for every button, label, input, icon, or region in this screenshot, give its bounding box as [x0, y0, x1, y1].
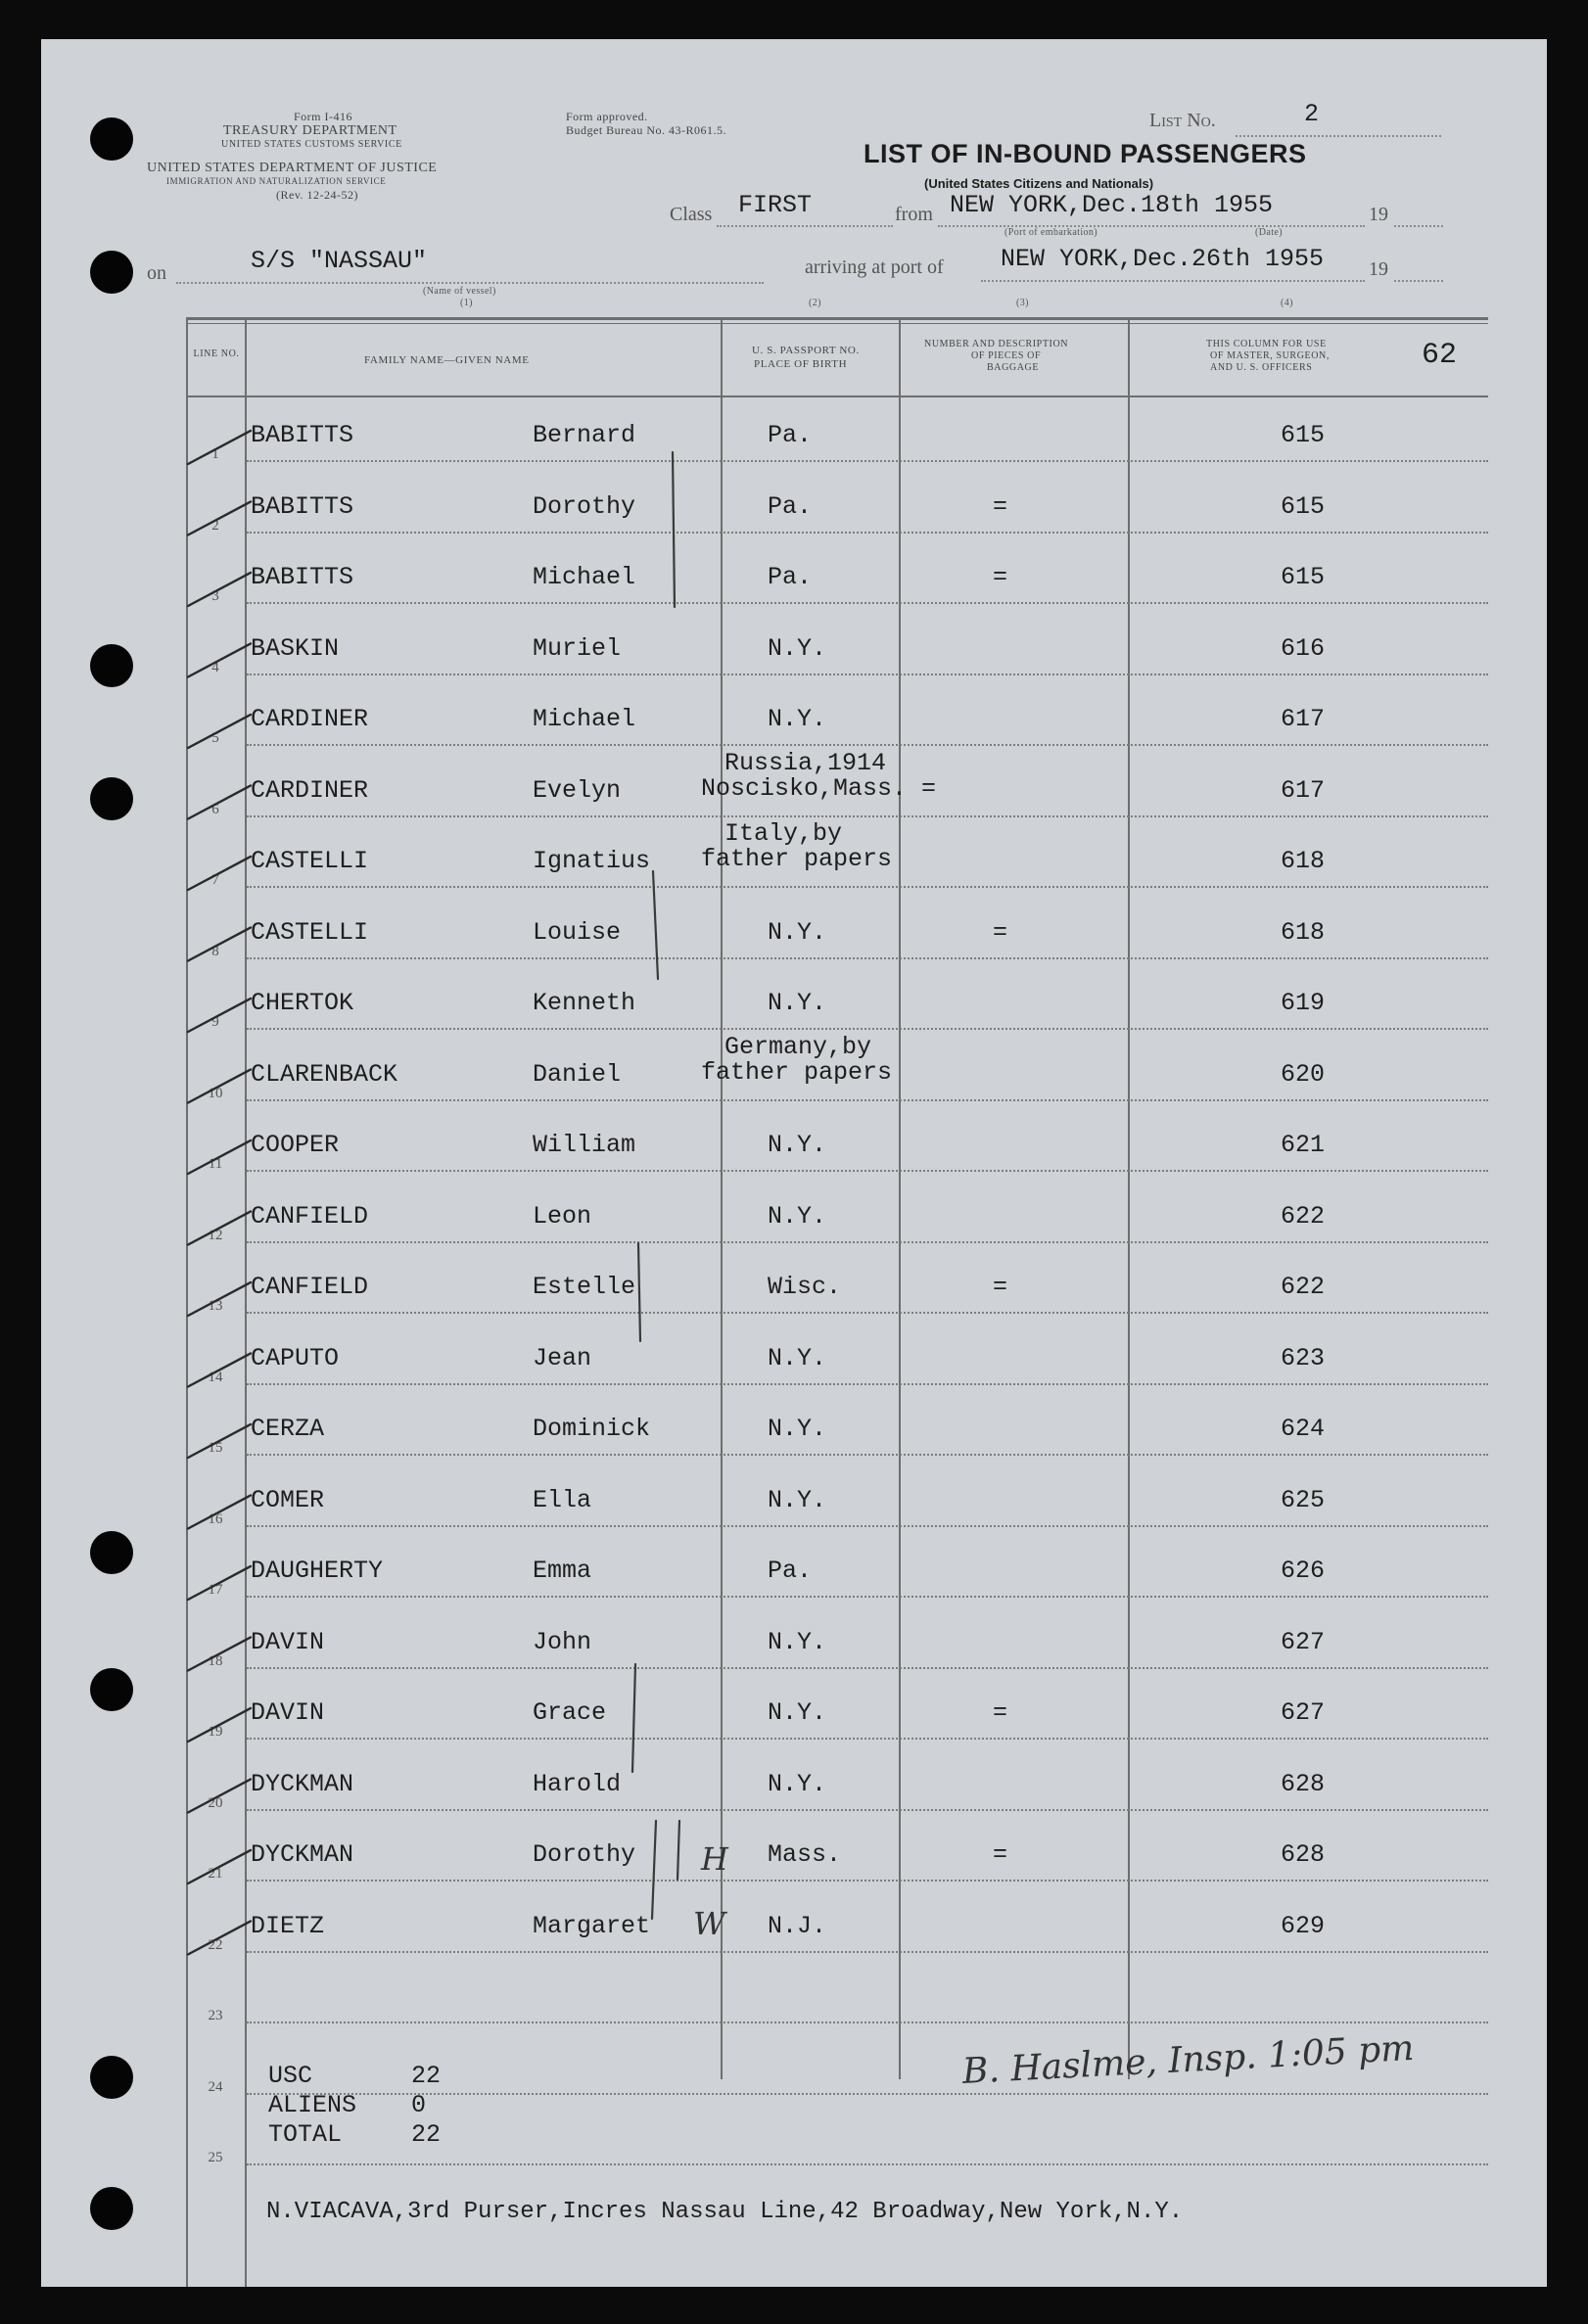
given-name: Dominick [533, 1415, 651, 1443]
officer-number: 618 [1281, 917, 1326, 947]
family-name: BABITTS [251, 563, 354, 591]
birthplace: N.Y. [768, 989, 827, 1017]
baggage-description: = [993, 1698, 1008, 1727]
row-rule [247, 1525, 1488, 1527]
family-name: CLARENBACK [251, 1059, 398, 1089]
line-number: 20 [208, 1794, 223, 1811]
family-name: DIETZ [251, 1911, 325, 1940]
family-name: DAVIN [251, 1627, 325, 1656]
officer-number: 615 [1281, 563, 1326, 591]
port-of-embarkation: NEW YORK,Dec.18th 1955 [950, 191, 1274, 219]
officer-number: 622 [1281, 1201, 1326, 1231]
given-name: John [533, 1627, 592, 1656]
dotted-rule [1236, 135, 1441, 138]
given-name: Estelle [533, 1273, 636, 1301]
line-number: 9 [211, 1014, 219, 1030]
officer-number: 623 [1281, 1343, 1326, 1372]
col-header-officers-3: AND U. S. OFFICERS [1210, 362, 1313, 373]
line-number: 22 [208, 1936, 223, 1953]
officer-number: 625 [1281, 1485, 1326, 1514]
punch-hole [90, 2056, 133, 2099]
dotted-rule [1394, 225, 1443, 228]
col-header-baggage-2: OF PIECES OF [971, 350, 1042, 361]
col-divider [721, 317, 723, 2079]
given-name: Ignatius [533, 847, 651, 875]
col-header-line-no: LINE NO. [193, 349, 240, 359]
birthplace: N.Y. [768, 1201, 827, 1231]
officer-number: 628 [1281, 1840, 1326, 1869]
pen-bracket [638, 1243, 640, 1341]
col2-number: (2) [809, 298, 821, 308]
baggage-description: = [993, 1840, 1008, 1869]
col-header-birthplace: PLACE OF BIRTH [754, 358, 848, 370]
line-number: 17 [208, 1582, 223, 1598]
col3-number: (3) [1016, 298, 1029, 308]
row-rule [247, 460, 1488, 462]
row-rule [247, 1951, 1488, 1953]
family-name: CHERTOK [251, 989, 354, 1017]
header-bottom-rule [186, 395, 1488, 397]
row-rule [247, 1454, 1488, 1456]
form-number: Form I-416 [294, 110, 352, 123]
pen-bracket [632, 1664, 635, 1772]
birthplace: N.J. [768, 1911, 827, 1940]
manifest-page [41, 39, 1547, 2287]
birthplace: Wisc. [768, 1273, 842, 1301]
given-name: Leon [533, 1201, 592, 1231]
treasury-dept: TREASURY DEPARTMENT [223, 123, 397, 138]
family-name: CANFIELD [251, 1201, 369, 1231]
family-name: CASTELLI [251, 917, 369, 947]
baggage-description: = [993, 917, 1008, 947]
family-name: BASKIN [251, 633, 340, 663]
immigration-service: IMMIGRATION AND NATURALIZATION SERVICE [166, 176, 387, 186]
row-rule [247, 1667, 1488, 1669]
given-name: Michael [533, 705, 636, 733]
line-number: 23 [208, 2008, 223, 2023]
birthplace: N.Y. [768, 705, 827, 733]
line-number: 10 [208, 1085, 223, 1101]
officer-number: 617 [1281, 775, 1326, 805]
row-rule [247, 1312, 1488, 1314]
dotted-rule [176, 282, 764, 285]
class-label: Class [670, 204, 713, 225]
given-name: Daniel [533, 1059, 622, 1089]
line-number: 15 [208, 1440, 223, 1456]
row-rule [247, 674, 1488, 675]
birthplace: Pa. [768, 421, 813, 449]
budget-bureau: Budget Bureau No. 43-R061.5. [566, 123, 726, 137]
punch-hole [90, 117, 133, 161]
row-rule [247, 1596, 1488, 1598]
family-name: DYCKMAN [251, 1769, 354, 1798]
line-number: 7 [211, 872, 219, 888]
birthplace: N.Y. [768, 1343, 827, 1372]
birthplace: N.Y. [768, 1769, 827, 1798]
list-number: 2 [1304, 100, 1320, 128]
arrival-port: NEW YORK,Dec.26th 1955 [1001, 245, 1325, 273]
arriving-label: arriving at port of [805, 256, 944, 278]
bracket-annotation-b: W [693, 1905, 725, 1942]
line-number: 8 [211, 943, 219, 959]
row-rule [247, 602, 1488, 604]
revision-date: (Rev. 12-24-52) [276, 188, 359, 202]
given-name: Evelyn [533, 775, 622, 805]
family-name: COMER [251, 1485, 325, 1514]
officer-number: 620 [1281, 1059, 1326, 1089]
row-rule [247, 1809, 1488, 1811]
given-name: Louise [533, 917, 622, 947]
col-divider [245, 317, 247, 2287]
birthplace: N.Y. [768, 1627, 827, 1656]
row-rule [247, 2022, 1488, 2023]
line-number: 4 [211, 659, 219, 675]
baggage-description: = [993, 1273, 1008, 1301]
total-value: 22 [411, 2120, 442, 2149]
birthplace: N.Y. [768, 1415, 827, 1443]
form-approved: Form approved. [566, 110, 648, 123]
officer-number: 622 [1281, 1273, 1326, 1301]
row-rule [247, 1241, 1488, 1243]
punch-hole [90, 777, 133, 820]
total-label: TOTAL [268, 2120, 343, 2149]
baggage-description: = [993, 491, 1008, 521]
family-name: BABITTS [251, 491, 354, 521]
row-rule [247, 1383, 1488, 1385]
birthplace-line-1: Italy,by [724, 819, 843, 848]
from-label: from [895, 204, 933, 225]
row-rule [247, 1028, 1488, 1030]
col4-number: (4) [1281, 298, 1293, 308]
officer-number: 629 [1281, 1911, 1326, 1940]
birthplace-line-1: Germany,by [724, 1032, 872, 1061]
col-header-officers-1: THIS COLUMN FOR USE [1206, 339, 1327, 349]
birthplace: N.Y. [768, 1131, 827, 1159]
line-number: 14 [208, 1369, 223, 1385]
year-suffix: 19 [1369, 204, 1388, 225]
family-name: DYCKMAN [251, 1840, 354, 1869]
line-number: 18 [208, 1652, 223, 1669]
port-embark-caption: (Port of embarkation) [1004, 227, 1098, 238]
given-name: Harold [533, 1769, 622, 1798]
usc-label: USC [268, 2062, 313, 2090]
punch-hole [90, 1531, 133, 1574]
line-number: 13 [208, 1298, 223, 1314]
officer-number: 624 [1281, 1415, 1326, 1443]
birthplace-line-1: Russia,1914 [724, 748, 887, 777]
given-name: Margaret [533, 1911, 651, 1940]
birthplace: N.Y. [768, 917, 827, 947]
page-subtitle: (United States Citizens and Nationals) [924, 176, 1154, 191]
dotted-rule [938, 225, 1365, 228]
table-top-rule [186, 323, 1488, 324]
birthplace-line-2: father papers [701, 845, 893, 873]
col-header-baggage-3: BAGGAGE [987, 362, 1040, 373]
col-header-baggage-1: NUMBER AND DESCRIPTION [924, 339, 1069, 349]
line-number: 19 [208, 1724, 223, 1740]
vessel-name: S/S "NASSAU" [251, 247, 428, 275]
col-header-name: FAMILY NAME—GIVEN NAME [364, 354, 530, 366]
officer-number: 616 [1281, 633, 1326, 663]
birthplace: N.Y. [768, 1698, 827, 1727]
given-name: Emma [533, 1557, 592, 1585]
line-number: 2 [211, 517, 219, 534]
baggage-description: = [993, 563, 1008, 591]
given-name: Muriel [533, 633, 622, 663]
row-rule [247, 1099, 1488, 1101]
usc-value: 22 [411, 2062, 442, 2090]
family-name: CARDINER [251, 775, 369, 805]
birthplace: Mass. [768, 1840, 842, 1869]
inspector-signature: B. Haslme, Insp. 1:05 pm [961, 2027, 1416, 2092]
row-rule [247, 2163, 1488, 2165]
date-caption: (Date) [1255, 227, 1283, 238]
officer-number: 615 [1281, 491, 1326, 521]
line-number: 16 [208, 1511, 223, 1527]
officer-number: 615 [1281, 421, 1326, 449]
col-header-passport: U. S. PASSPORT NO. [752, 345, 860, 356]
birthplace-line-2: Noscisko,Mass. = [701, 773, 937, 803]
pen-bracket [673, 452, 675, 607]
birthplace: Pa. [768, 491, 813, 521]
officer-number: 627 [1281, 1627, 1326, 1656]
given-name: Jean [533, 1343, 592, 1372]
line-number: 6 [211, 801, 219, 817]
pen-bracket [652, 1821, 656, 1919]
family-name: CANFIELD [251, 1273, 369, 1301]
given-name: William [533, 1131, 636, 1159]
punch-hole [90, 1668, 133, 1711]
family-name: CAPUTO [251, 1343, 340, 1372]
line-number: 1 [211, 446, 219, 462]
officer-number: 621 [1281, 1131, 1326, 1159]
aliens-value: 0 [411, 2091, 427, 2119]
birthplace-line-2: father papers [701, 1057, 893, 1087]
punch-hole [90, 2187, 133, 2230]
family-name: BABITTS [251, 421, 354, 449]
list-number-label: List No. [1149, 110, 1216, 131]
birthplace: N.Y. [768, 1485, 827, 1514]
family-name: DAUGHERTY [251, 1557, 384, 1585]
officer-number: 627 [1281, 1698, 1326, 1727]
given-name: Dorothy [533, 1840, 636, 1869]
class-value: FIRST [738, 191, 813, 219]
bracket-annotation-a: H [701, 1840, 728, 1878]
pen-bracket [677, 1821, 679, 1880]
purser-footer: N.VIACAVA,3rd Purser,Incres Nassau Line,42 Broadway,New York,N.Y. [266, 2199, 1184, 2225]
birthplace: Pa. [768, 1557, 813, 1585]
given-name: Ella [533, 1485, 592, 1514]
given-name: Kenneth [533, 989, 636, 1017]
row-rule [247, 1170, 1488, 1172]
dotted-rule [717, 225, 893, 228]
family-name: COOPER [251, 1131, 340, 1159]
row-rule [247, 532, 1488, 534]
birthplace: Pa. [768, 563, 813, 591]
officer-number: 619 [1281, 989, 1326, 1017]
aliens-label: ALIENS [268, 2091, 357, 2119]
arriving-year-suffix: 19 [1369, 258, 1388, 280]
line-number: 24 [208, 2078, 223, 2095]
row-rule [247, 957, 1488, 959]
page-number: 62 [1422, 339, 1458, 372]
officer-number: 618 [1281, 847, 1326, 875]
given-name: Grace [533, 1698, 607, 1727]
given-name: Dorothy [533, 491, 636, 521]
given-name: Michael [533, 563, 636, 591]
officer-number: 617 [1281, 705, 1326, 733]
justice-dept: UNITED STATES DEPARTMENT OF JUSTICE [147, 161, 438, 175]
vessel-caption: (Name of vessel) [423, 286, 496, 297]
line-number: 5 [211, 730, 219, 746]
col-divider [899, 317, 901, 2079]
line-number: 11 [208, 1156, 223, 1172]
family-name: CERZA [251, 1415, 325, 1443]
line-number: 3 [211, 588, 219, 604]
row-rule [247, 1880, 1488, 1882]
given-name: Bernard [533, 421, 636, 449]
officer-number: 626 [1281, 1557, 1326, 1585]
row-rule [247, 1738, 1488, 1740]
line-number: 25 [208, 2150, 223, 2165]
line-number: 21 [208, 1866, 223, 1882]
on-label: on [147, 262, 166, 284]
family-name: DAVIN [251, 1698, 325, 1727]
line-number: 12 [208, 1227, 223, 1243]
officer-number: 628 [1281, 1769, 1326, 1798]
table-top-rule [186, 317, 1488, 320]
family-name: CARDINER [251, 705, 369, 733]
row-rule [247, 815, 1488, 817]
punch-hole [90, 251, 133, 294]
punch-hole [90, 644, 133, 687]
birthplace: N.Y. [768, 633, 827, 663]
row-rule [247, 744, 1488, 746]
dotted-rule [1394, 280, 1443, 283]
page-title: LIST OF IN-BOUND PASSENGERS [864, 139, 1307, 168]
customs-service: UNITED STATES CUSTOMS SERVICE [221, 139, 402, 150]
col-divider [1128, 317, 1130, 2079]
dotted-rule [981, 280, 1365, 283]
family-name: CASTELLI [251, 847, 369, 875]
col1-number: (1) [460, 298, 473, 308]
row-rule [247, 2093, 1488, 2095]
row-rule [247, 886, 1488, 888]
col-header-officers-2: OF MASTER, SURGEON, [1210, 350, 1330, 361]
